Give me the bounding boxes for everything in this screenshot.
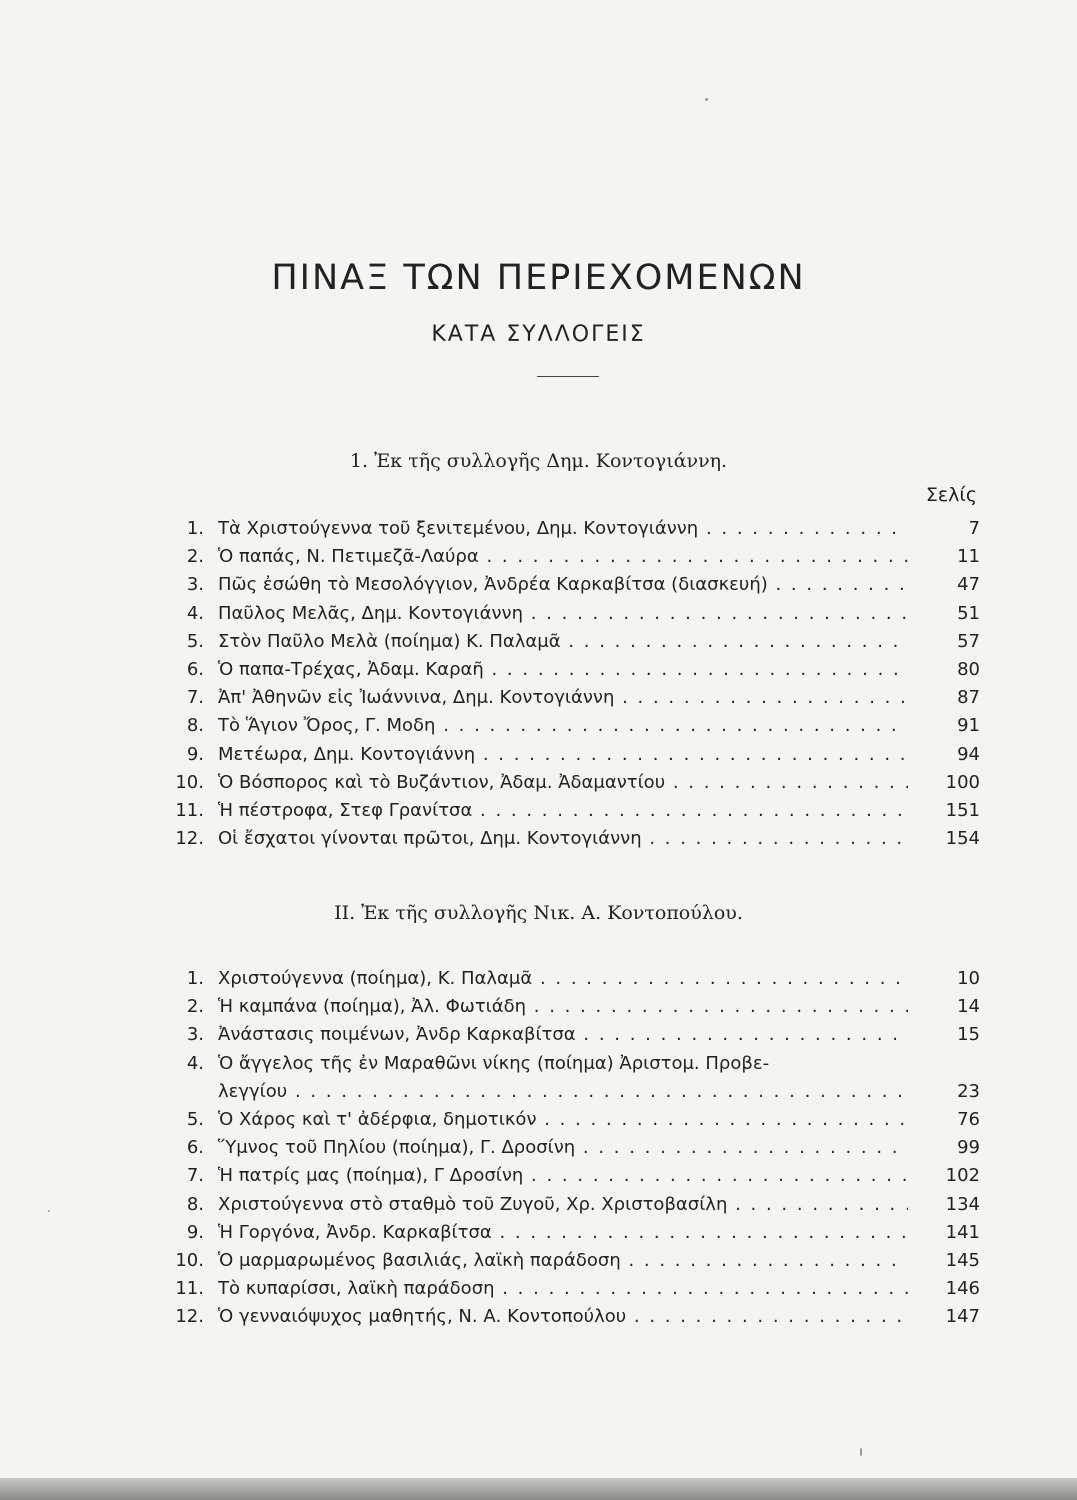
toc-entry: [0, 1250, 1077, 1278]
entry-number: 9.: [186, 743, 204, 765]
entry-title: Τὰ Χριστούγεννα τοῦ ξενιτεμένου, Δημ. Κοντογιάννη . . .: [218, 518, 908, 539]
entry-page-number: 146: [945, 1278, 980, 1300]
entry-number: 2.: [186, 546, 204, 568]
toc-entry: [0, 1165, 1077, 1193]
page-subtitle: ΚΑΤΑ ΣΥΛΛΟΓΕΙΣ: [431, 322, 646, 347]
toc-entry: [0, 603, 1077, 631]
entry-page-number: 99: [957, 1137, 980, 1159]
toc-entry: [0, 659, 1077, 687]
entry-number: 4.: [186, 602, 204, 624]
entry-title: Ὕμνος τοῦ Πηλίου (ποίημα), Γ. Δροσίνη . . .: [218, 1137, 908, 1158]
toc-entry: [0, 1024, 1077, 1052]
entry-title: Ὁ παπα-Τρέχας, Ἀδαμ. Καραῆ . . .: [218, 659, 908, 680]
entry-page-number: 10: [957, 968, 980, 989]
entry-title: Χριστούγεννα (ποίημα), Κ. Παλαμᾶ . . .: [218, 968, 908, 989]
entry-number: 11.: [175, 800, 204, 821]
toc-entry: [0, 828, 1077, 856]
scan-speck: [705, 98, 708, 101]
entry-number: 5.: [186, 630, 204, 652]
entry-title: Χριστούγεννα στὸ σταθμὸ τοῦ Ζυγοῦ, Χρ. Χριστοβασίλη . . .: [218, 1194, 908, 1215]
entry-page-number: 14: [957, 996, 980, 1018]
entry-title: Τὸ κυπαρίσσι, λαϊκὴ παράδοση . . .: [218, 1278, 908, 1299]
entry-title: Ἡ πέστροφα, Στεφ Γρανίτσα . . .: [218, 800, 908, 821]
entry-page-number: 134: [945, 1193, 980, 1215]
entry-number: 1.: [186, 518, 204, 539]
entry-page-number: 80: [957, 659, 980, 680]
entry-number: 12.: [175, 1306, 204, 1328]
entry-number: 8.: [186, 1193, 204, 1215]
section-heading-1: 1. Ἐκ τῆς συλλογῆς Δημ. Κοντογιάννη.: [349, 450, 728, 472]
entry-title: Παῦλος Μελᾶς, Δημ. Κοντογιάννη . . .: [218, 603, 908, 624]
toc-entry: [0, 1137, 1077, 1165]
toc-entry: [0, 1222, 1077, 1250]
entry-number: 9.: [186, 1221, 204, 1243]
entry-number: 1.: [186, 968, 204, 989]
entry-title: Οἱ ἔσχατοι γίνονται πρῶτοι, Δημ. Κοντογιάννη . . .: [218, 828, 908, 849]
entry-number: 11.: [175, 1278, 204, 1300]
entry-number: 12.: [175, 828, 204, 850]
entry-title: Μετέωρα, Δημ. Κοντογιάννη . . .: [218, 744, 908, 765]
scan-edge-shadow: [0, 1478, 1077, 1500]
scan-speck: [860, 1448, 862, 1456]
entry-page-number: 47: [957, 574, 980, 596]
page-column-label: Σελίς: [925, 484, 977, 506]
entry-page-number: 7: [968, 518, 980, 539]
entry-title: Ὁ ἄγγελος τῆς ἐν Μαραθῶνι νίκης (ποίημα) Ἀριστομ. Προβε-: [218, 1052, 770, 1074]
entry-title: Ἡ καμπάνα (ποίημα), Ἀλ. Φωτιάδη . . .: [218, 996, 908, 1017]
entry-page-number: 23: [957, 1080, 980, 1102]
entry-page-number: 154: [945, 828, 980, 850]
toc-entry: [0, 715, 1077, 743]
entry-page-number: 11: [957, 546, 980, 568]
entry-title: Ἡ Γοργόνα, Ἀνδρ. Καρκαβίτσα . . .: [218, 1222, 908, 1243]
toc-entry: [0, 1194, 1077, 1222]
entry-title: Ὁ γενναιόψυχος μαθητής, Ν. Α. Κοντοπούλου . . .: [218, 1306, 908, 1327]
entry-page-number: 141: [945, 1221, 980, 1243]
entry-title: Στὸν Παῦλο Μελὰ (ποίημα) Κ. Παλαμᾶ . . .: [218, 631, 908, 652]
entry-title: Ὁ Βόσπορος καὶ τὸ Βυζάντιον, Ἀδαμ. Ἀδαμαντίου . . .: [218, 772, 908, 793]
entry-page-number: 15: [957, 1024, 980, 1046]
entry-page-number: 94: [957, 743, 980, 765]
entry-number: 5.: [186, 1109, 204, 1130]
entry-number: 8.: [186, 715, 204, 737]
toc-entry: [0, 744, 1077, 772]
entry-page-number: 76: [957, 1109, 980, 1130]
toc-entry: [0, 968, 1077, 996]
entry-number: 3.: [186, 1024, 204, 1046]
entry-number: 2.: [186, 996, 204, 1018]
toc-entry: [0, 996, 1077, 1024]
entry-title: Ὁ Χάρος καὶ τ' ἀδέρφια, δημοτικόν . . .: [218, 1109, 908, 1130]
toc-entry: [0, 546, 1077, 574]
toc-entry: [0, 1053, 1077, 1081]
entry-page-number: 151: [945, 800, 980, 821]
entry-number: 7.: [186, 687, 204, 709]
entry-number: 7.: [186, 1165, 204, 1187]
entry-page-number: 91: [957, 715, 980, 737]
entry-page-number: 102: [945, 1165, 980, 1187]
toc-entry: [0, 1306, 1077, 1334]
entry-page-number: 145: [945, 1250, 980, 1271]
entry-number: 4.: [186, 1052, 204, 1074]
toc-entry: [0, 800, 1077, 828]
toc-entry: [0, 1081, 1077, 1109]
toc-entry: [0, 687, 1077, 715]
entry-number: 6.: [186, 659, 204, 680]
entry-page-number: 147: [945, 1306, 980, 1328]
entry-page-number: 51: [957, 602, 980, 624]
entry-title: Πῶς ἐσώθη τὸ Μεσολόγγιον, Ἀνδρέα Καρκαβίτσα (διασκευή) . . .: [218, 574, 908, 595]
page-title: ΠΙΝΑΞ ΤΩΝ ΠΕΡΙΕΧΟΜΕΝΩΝ: [271, 258, 806, 298]
entry-number: 10.: [175, 771, 204, 793]
entry-title: Ἀνάστασις ποιμένων, Ἀνδρ Καρκαβίτσα . . .: [218, 1024, 908, 1045]
entry-title: Ἡ πατρίς μας (ποίημα), Γ Δροσίνη . . .: [218, 1165, 908, 1186]
toc-entry: [0, 574, 1077, 602]
entry-number: 3.: [186, 574, 204, 596]
toc-entry: [0, 1278, 1077, 1306]
scan-speck: [48, 1210, 50, 1212]
entry-page-number: 87: [957, 687, 980, 709]
entry-title: Τὸ Ἅγιον Ὄρος, Γ. Μοδη . . .: [218, 715, 908, 736]
entry-number: 10.: [175, 1250, 204, 1271]
entry-title: Ἀπ' Ἀθηνῶν εἰς Ἰωάννινα, Δημ. Κοντογιάννη . . .: [218, 687, 908, 708]
toc-entry: [0, 1109, 1077, 1137]
section-heading-2: ΙΙ. Ἐκ τῆς συλλογῆς Νικ. Α. Κοντοπούλου.: [334, 902, 743, 924]
title-divider: [537, 376, 599, 377]
entry-title: λεγγίου . . .: [218, 1081, 908, 1102]
entry-number: 6.: [186, 1137, 204, 1159]
entry-page-number: 57: [957, 630, 980, 652]
entry-title: Ὁ παπάς, Ν. Πετιμεζᾶ-Λαύρα . . .: [218, 546, 908, 567]
toc-entry: [0, 631, 1077, 659]
toc-entry: [0, 772, 1077, 800]
entry-title: Ὁ μαρμαρωμένος βασιλιάς, λαϊκὴ παράδοση . . .: [218, 1250, 908, 1271]
entry-page-number: 100: [945, 771, 980, 793]
toc-entry: [0, 518, 1077, 546]
